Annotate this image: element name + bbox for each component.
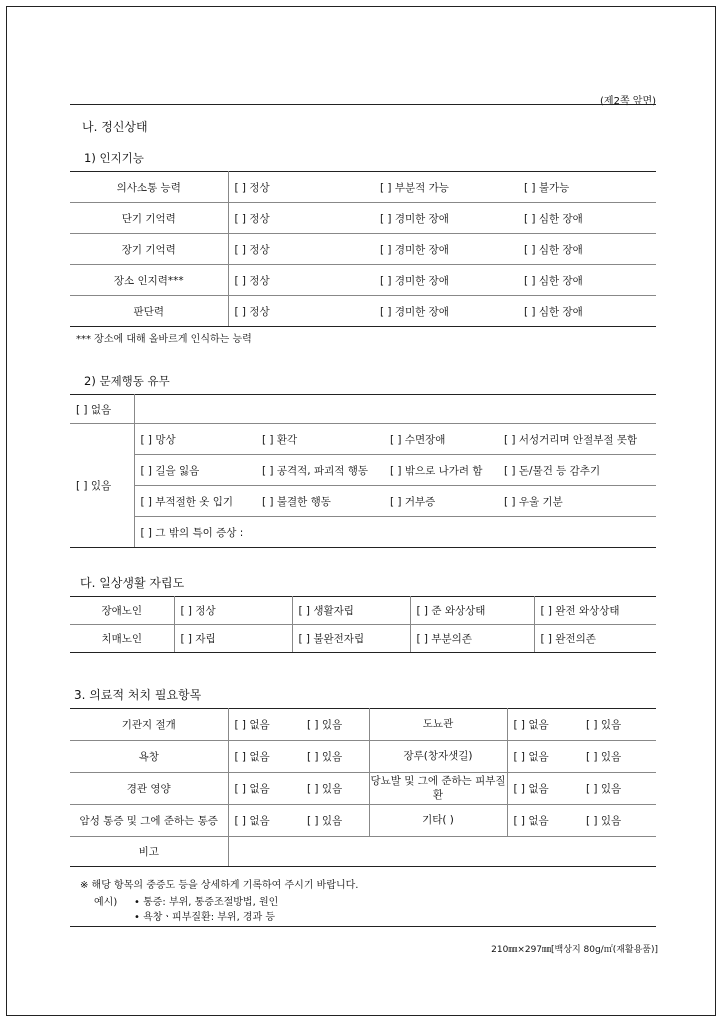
cognitive-label: 판단력 (70, 296, 228, 327)
cognitive-title: 1) 인지기능 (84, 151, 144, 165)
cognitive-option[interactable]: [ ] 정상 (228, 296, 374, 327)
cognitive-label: 단기 기억력 (70, 203, 228, 234)
medical-yes-option[interactable]: [ ] 있음 (580, 741, 656, 773)
medical-no-option[interactable]: [ ] 없음 (507, 709, 580, 741)
behavior-option[interactable]: [ ] 망상 (134, 424, 256, 455)
medical-table (70, 708, 656, 867)
behavior-option[interactable]: [ ] 우울 기분 (498, 486, 656, 517)
medical-item-label: 기타( ) (369, 805, 507, 837)
page-label: (제2쪽 앞면) (600, 96, 656, 107)
medical-no-option[interactable]: [ ] 없음 (228, 805, 301, 837)
cognitive-option[interactable]: [ ] 정상 (228, 172, 374, 203)
behavior-other-option[interactable]: [ ] 그 밖의 특이 증상 : (134, 517, 656, 548)
independence-label: 장애노인 (70, 597, 174, 625)
cognitive-option[interactable]: [ ] 경미한 장애 (374, 296, 518, 327)
independence-option[interactable]: [ ] 생활자립 (292, 597, 410, 625)
cognitive-option[interactable]: [ ] 부분적 가능 (374, 172, 518, 203)
section-3-title: 3. 의료적 처치 필요항목 (74, 688, 202, 702)
behavior-title: 2) 문제행동 유무 (84, 374, 170, 388)
independence-option[interactable]: [ ] 정상 (174, 597, 292, 625)
behavior-option[interactable]: [ ] 수면장애 (384, 424, 498, 455)
cognitive-option[interactable]: [ ] 정상 (228, 234, 374, 265)
medical-yes-option[interactable]: [ ] 있음 (580, 709, 656, 741)
behavior-option[interactable]: [ ] 돈/물건 등 감추기 (498, 455, 656, 486)
behavior-none-option[interactable]: [ ] 없음 (70, 395, 134, 424)
medical-no-option[interactable]: [ ] 없음 (228, 709, 301, 741)
medical-no-option[interactable]: [ ] 없음 (507, 773, 580, 805)
cognitive-option[interactable]: [ ] 불가능 (518, 172, 656, 203)
independence-label: 치매노인 (70, 625, 174, 653)
cognitive-table (70, 171, 656, 327)
cognitive-option[interactable]: [ ] 정상 (228, 265, 374, 296)
example-label: 예시) (94, 897, 118, 908)
bottom-rule (70, 926, 656, 927)
medical-no-option[interactable]: [ ] 없음 (228, 773, 301, 805)
cognitive-footnote: *** 장소에 대해 올바르게 인식하는 능력 (76, 334, 252, 345)
behavior-yes-option[interactable]: [ ] 있음 (70, 424, 134, 548)
cognitive-option[interactable]: [ ] 경미한 장애 (374, 265, 518, 296)
independence-option[interactable]: [ ] 완전의존 (534, 625, 656, 653)
section-da-title: 다. 일상생활 자립도 (80, 576, 185, 590)
cognitive-option[interactable]: [ ] 심한 장애 (518, 234, 656, 265)
cognitive-option[interactable]: [ ] 정상 (228, 203, 374, 234)
medical-item-label: 기관지 절개 (70, 709, 228, 741)
medical-yes-option[interactable]: [ ] 있음 (301, 709, 369, 741)
independence-table (70, 596, 656, 653)
medical-yes-option[interactable]: [ ] 있음 (301, 741, 369, 773)
behavior-table (70, 394, 656, 548)
medical-item-label: 도뇨관 (369, 709, 507, 741)
independence-option[interactable]: [ ] 자립 (174, 625, 292, 653)
medical-note: ※ 해당 항목의 중증도 등을 상세하게 기록하여 주시기 바랍니다. (80, 880, 359, 891)
cognitive-option[interactable]: [ ] 심한 장애 (518, 265, 656, 296)
example-item: • 욕창ㆍ피부질환: 부위, 경과 등 (134, 912, 276, 923)
independence-option[interactable]: [ ] 부분의존 (410, 625, 534, 653)
independence-option[interactable]: [ ] 불완전자립 (292, 625, 410, 653)
remark-field[interactable] (228, 837, 656, 867)
medical-no-option[interactable]: [ ] 없음 (507, 805, 580, 837)
cognitive-label: 의사소통 능력 (70, 172, 228, 203)
medical-yes-option[interactable]: [ ] 있음 (301, 773, 369, 805)
cognitive-label: 장기 기억력 (70, 234, 228, 265)
cognitive-option[interactable]: [ ] 심한 장애 (518, 203, 656, 234)
medical-item-label: 당뇨발 및 그에 준하는 피부질환 (369, 773, 507, 805)
medical-item-label: 욕창 (70, 741, 228, 773)
cognitive-option[interactable]: [ ] 심한 장애 (518, 296, 656, 327)
behavior-option[interactable]: [ ] 길을 잃음 (134, 455, 256, 486)
behavior-option[interactable]: [ ] 밖으로 나가려 함 (384, 455, 498, 486)
medical-yes-option[interactable]: [ ] 있음 (580, 773, 656, 805)
top-rule (70, 104, 656, 105)
paper-spec: 210㎜×297㎜[백상지 80g/㎡(재활용품)] (491, 945, 658, 955)
cognitive-label: 장소 인지력*** (70, 265, 228, 296)
behavior-option[interactable]: [ ] 불결한 행동 (256, 486, 384, 517)
independence-option[interactable]: [ ] 완전 와상상태 (534, 597, 656, 625)
behavior-option[interactable]: [ ] 부적절한 옷 입기 (134, 486, 256, 517)
behavior-option[interactable]: [ ] 공격적, 파괴적 행동 (256, 455, 384, 486)
medical-item-label: 경관 영양 (70, 773, 228, 805)
remark-label: 비고 (70, 837, 228, 867)
cognitive-option[interactable]: [ ] 경미한 장애 (374, 234, 518, 265)
example-item: • 통증: 부위, 통증조절방법, 원인 (134, 897, 279, 908)
medical-item-label: 장루(창자샛길) (369, 741, 507, 773)
medical-yes-option[interactable]: [ ] 있음 (580, 805, 656, 837)
medical-yes-option[interactable]: [ ] 있음 (301, 805, 369, 837)
behavior-option[interactable]: [ ] 거부증 (384, 486, 498, 517)
independence-option[interactable]: [ ] 준 와상상태 (410, 597, 534, 625)
cognitive-option[interactable]: [ ] 경미한 장애 (374, 203, 518, 234)
behavior-option[interactable]: [ ] 서성거리며 안절부절 못함 (498, 424, 656, 455)
medical-no-option[interactable]: [ ] 없음 (507, 741, 580, 773)
behavior-none-blank (134, 395, 656, 424)
behavior-option[interactable]: [ ] 환각 (256, 424, 384, 455)
medical-item-label: 암성 통증 및 그에 준하는 통증 (70, 805, 228, 837)
section-na-title: 나. 정신상태 (82, 120, 148, 134)
medical-no-option[interactable]: [ ] 없음 (228, 741, 301, 773)
